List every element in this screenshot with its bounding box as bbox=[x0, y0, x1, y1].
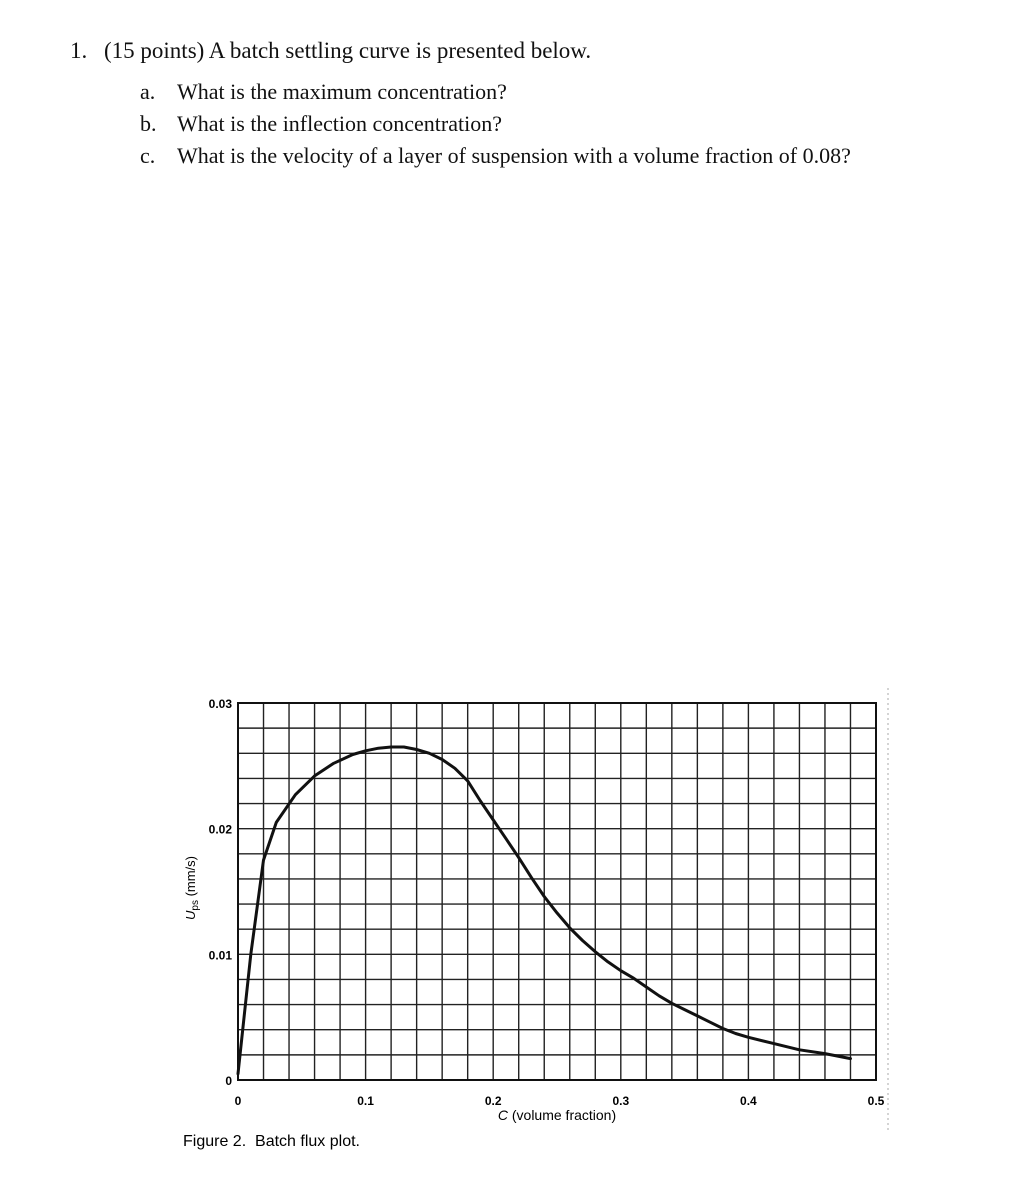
subquestion-label: c. bbox=[140, 143, 156, 168]
y-axis-label bbox=[183, 856, 201, 920]
x-axis-label-var: C bbox=[497, 1107, 508, 1123]
chart-frame bbox=[238, 688, 888, 1132]
y-tick-label: 0 bbox=[225, 1074, 232, 1088]
plot-border bbox=[238, 703, 876, 1080]
chart-labels bbox=[183, 697, 885, 1150]
x-tick-label: 0.2 bbox=[484, 1094, 502, 1108]
figure-caption: Figure 2. Batch flux plot. bbox=[183, 1133, 360, 1150]
subquestion-text: What is the inflection concentration? bbox=[177, 111, 502, 136]
y-axis-label-sub: ps bbox=[190, 900, 201, 911]
y-axis-label-var: U bbox=[183, 910, 198, 920]
y-tick-label: 0.03 bbox=[208, 697, 232, 711]
y-axis-label-text: (mm/s) bbox=[183, 856, 198, 901]
x-axis-label bbox=[498, 1107, 616, 1123]
x-tick-label: 0.4 bbox=[740, 1094, 757, 1108]
x-tick-label: 0.5 bbox=[867, 1094, 885, 1108]
subquestion-text: What is the maximum concentration? bbox=[177, 79, 507, 104]
x-axis-label-text: (volume fraction) bbox=[507, 1107, 617, 1123]
y-tick-label: 0.02 bbox=[208, 822, 232, 837]
problem-text: (15 points) A batch settling curve is presented below. bbox=[104, 38, 592, 63]
chart-grid bbox=[238, 703, 876, 1080]
y-tick-label: 0.01 bbox=[208, 948, 232, 963]
x-tick-label: 0.3 bbox=[612, 1094, 630, 1108]
subquestion-label: a. bbox=[140, 79, 156, 104]
x-tick-label: 0 bbox=[234, 1094, 242, 1108]
problem-number: 1. bbox=[70, 38, 88, 63]
x-tick-label: 0.1 bbox=[357, 1094, 374, 1108]
subquestion-label: b. bbox=[140, 111, 157, 136]
subquestion-text: What is the velocity of a layer of suspension with a volume fraction of 0.08? bbox=[177, 143, 851, 168]
